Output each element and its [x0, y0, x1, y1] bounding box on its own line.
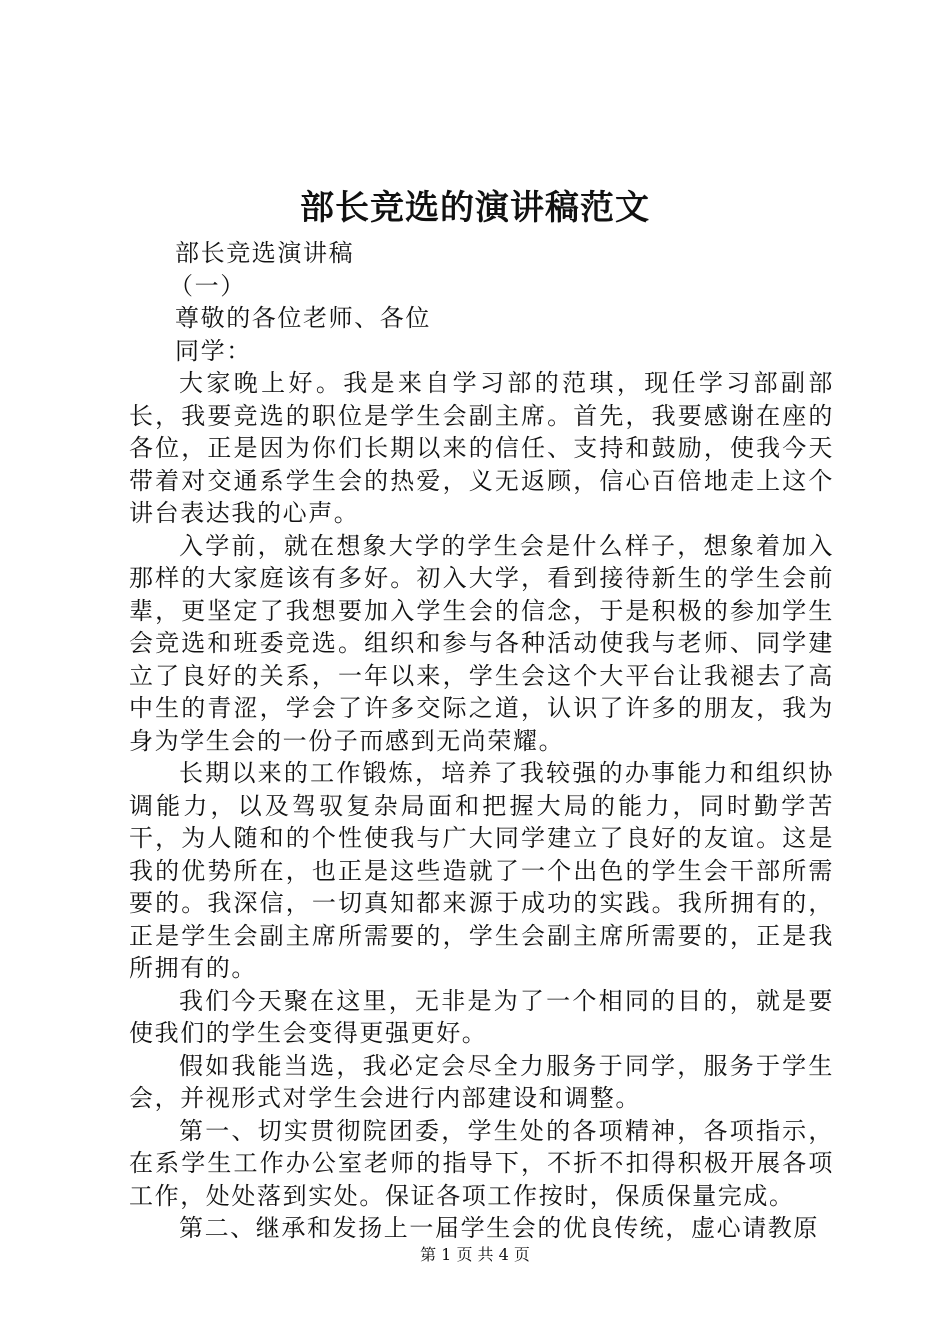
body-paragraph: 长期以来的工作锻炼，培养了我较强的办事能力和组织协调能力，以及驾驭复杂局面和把握大局的能力，同时勤学苦干，为人随和的个性使我与广大同学建立了良好的友谊。这是我的优势所在，也正是这些造就了一个出色的学生会干部所需要的。我深信，一切真知都来源于成功的实践。我所拥有的，正是学生会副主席所需要的，学生会副主席所需要的，正是我所拥有的。: [129, 759, 834, 982]
body-paragraph: 大家晚上好。我是来自学习部的范琪，现任学习部副部长，我要竞选的职位是学生会副主席。首先，我要感谢在座的各位，正是因为你们长期以来的信任、支持和鼓励，使我今天带着对交通系学生会的热爱，义无返顾，信心百倍地走上这个讲台表达我的心声。: [129, 369, 834, 527]
body-paragraph: 第一、切实贯彻院团委，学生处的各项精神，各项指示，在系学生工作办公室老师的指导下，不折不扣得积极开展各项工作，处处落到实处。保证各项工作按时，保质保量完成。: [129, 1116, 834, 1210]
body-paragraph: 入学前，就在想象大学的学生会是什么样子，想象着加入那样的大家庭该有多好。初入大学，看到接待新生的学生会前辈，更坚定了我想要加入学生会的信念，于是积极的参加学生会竞选和班委竞选。组织和参与各种活动使我与老师、同学建立了良好的关系，一年以来，学生会这个大平台让我褪去了高中生的青涩，学会了许多交际之道，认识了许多的朋友，我为身为学生会的一份子而感到无尚荣耀。: [129, 531, 834, 755]
body-paragraph: 第二、继承和发扬上一届学生会的优良传统，虚心请教原: [179, 1214, 819, 1242]
body-paragraph: 假如我能当选，我必定会尽全力服务于同学，服务于学生会，并视形式对学生会进行内部建设和调整。: [129, 1051, 834, 1112]
document-subtitle: 部长竞选演讲稿: [175, 239, 355, 267]
greeting-line: 同学：: [175, 336, 252, 365]
page-footer: 第 1 页 共 4 页: [420, 1245, 530, 1264]
body-paragraph: 我们今天聚在这里，无非是为了一个相同的目的，就是要使我们的学生会变得更强更好。: [129, 986, 834, 1047]
document-title: 部长竞选的演讲稿范文: [300, 188, 650, 228]
document-body: [129, 237, 834, 1245]
section-number: （一）: [169, 271, 246, 300]
greeting-line: 尊敬的各位老师、各位: [175, 304, 431, 332]
